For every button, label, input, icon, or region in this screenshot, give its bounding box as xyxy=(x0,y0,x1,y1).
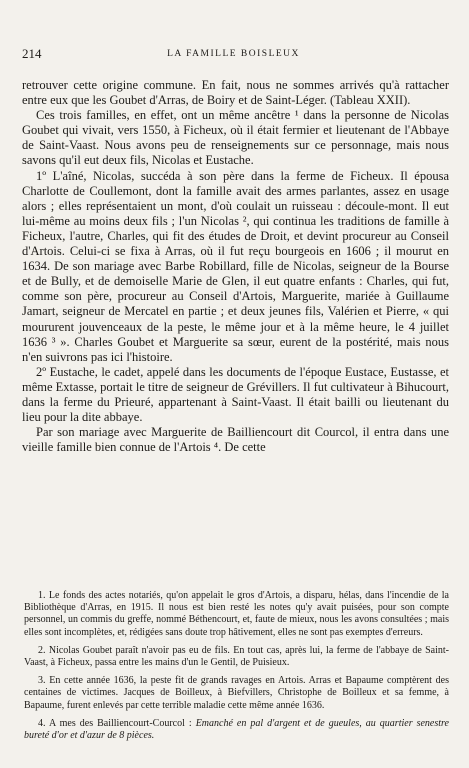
paragraph: Par son mariage avec Marguerite de Bailliencourt dit Courcol, il entra dans une vieille famille bien connue de l'Artois ⁴. De cette xyxy=(22,425,449,455)
footnote xyxy=(24,718,449,742)
running-title: LA FAMILLE BOISLEUX xyxy=(167,49,300,59)
footnote: 3. En cette année 1636, la peste fit de grands ravages en Artois. Arras et Bapaume comptèrent des centaines de victimes. Jacques de Boilleux, à Biefvillers, Christophe de Boilleux et sa femme, à Bapaume, furent enlevés par cette terrible maladie cette même année 1636. xyxy=(24,675,449,711)
footnote: 2. Nicolas Goubet paraît n'avoir pas eu de fils. En tout cas, après lui, la ferme de l'abbaye de Saint-Vaast, à Ficheux, passa entre les mains d'un le Gentil, de Puisieux. xyxy=(24,644,449,669)
paragraph: 2º Eustache, le cadet, appelé dans les documents de l'époque Eustace, Eustasse, et même Extasse, portait le titre de seigneur de Grévillers. Il fut cultivateur à Bihucourt, dans la ferme du Prieuré, appartenant à Saint-Vaast. Il était bailli ou lieutenant du lieu pour la dite abbaye. xyxy=(22,364,449,425)
footnote: 1. Le fonds des actes notariés, qu'on appelait le gros d'Artois, a disparu, hélas, dans l'incendie de la Bibliothèque d'Arras, en 1915. Il nous est bien resté les notes qu'y avait puisées, pour son compte personnel, un commis du greffe, nommé Béthencourt, et, faute de mieux, nous les avons consultées ; mais elles sont incomplètes, et, rédigées sans doute trop hâtivement, elles ne sont pas exemptes d'erreurs. xyxy=(24,590,449,638)
paragraph: Ces trois familles, en effet, ont un même ancêtre ¹ dans la personne de Nicolas Goubet qui vivait, vers 1550, à Ficheux, où il était fermier et lieutenant de l'Abbaye de Saint-Vaast. Nous avons peu de renseignements sur ce personnage, mais nous savons qu'il eut deux fils, Nicolas et Eustache. xyxy=(22,108,449,168)
body-text xyxy=(22,78,449,455)
footnotes xyxy=(24,590,449,748)
page-header xyxy=(22,46,445,62)
footnote-blazon: Emanché en pal d'argent et de gueules, au quartier senestre bureté d'or et d'azur de 8 pièces. xyxy=(24,717,449,742)
footnote-lead: 4. A mes des Bailliencourt-Courcol : xyxy=(38,717,196,729)
paragraph: 1º L'aîné, Nicolas, succéda à son père dans la ferme de Ficheux. Il épousa Charlotte de Coullemont, dont la famille avait des armes parlantes, assez en usage alors ; elles représentaient un mont, d'où coulait un ruisseau : découle-mont. Il eut lui-même au moins deux fils ; l'un Nicolas ², qui continua les traditions de famille à Ficheux, l'autre, Charles, qui fit des études de Droit, et devint procureur au Conseil d'Artois. Celui-ci se fixa à Arras, où il fut reçu bourgeois en 1606 ; il mourut en 1634. De son mariage avec Barbe Robillard, fille de Nicolas, seigneur de la Bourse et de Bully, et de demoiselle Marie de Glen, il eut quatre enfants : Charles, qui fut, comme son père, procureur au Conseil d'Artois, Marguerite, mariée à Guillaume Jamart, seigneur de Mercatel en partie ; et deux jeunes fils, Valérien et Pierre, « qui moururent jouvenceaux de la peste, le même jour et à la même heure, le 4 juillet 1636 ³ ». Charles Goubet et Marguerite sa sœur, eurent de la postérité, mais nous n'en suivrons pas ici l'histoire. xyxy=(22,168,449,364)
page-number: 214 xyxy=(22,46,42,61)
paragraph: retrouver cette origine commune. En fait, nous ne sommes arrivés qu'à rattacher entre eux que les Goubet d'Arras, de Boiry et de Saint-Léger. (Tableau XXII). xyxy=(22,78,449,108)
